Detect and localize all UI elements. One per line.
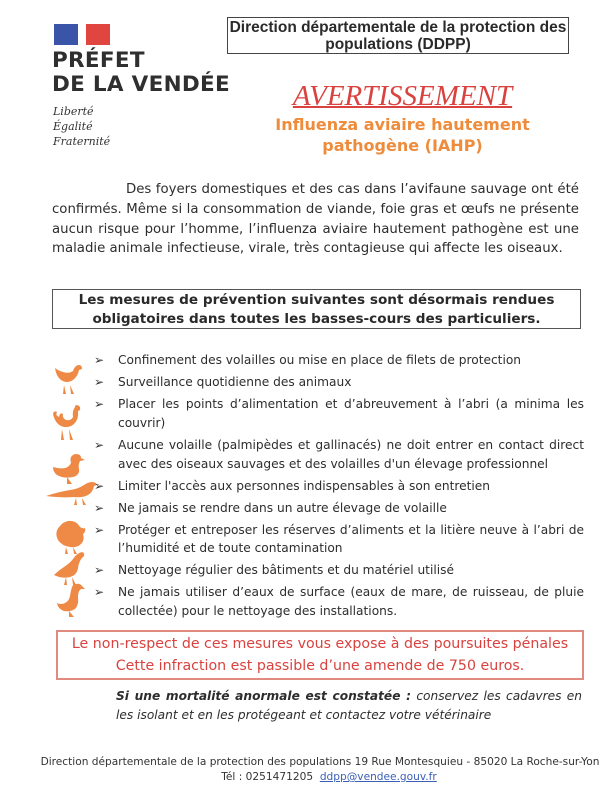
intro-text: Des foyers domestiques et des cas dans l’avifaune sauvage ont été confirmés. Même si la consommation de viande, foie gras et œufs ne présente aucun risque pour l’homme, l’influenza aviaire hautement pathogène est une maladie animale infectieuse, virale, très contagieuse qui affecte les oiseaux. — [52, 182, 579, 257]
motto-fraternite: Fraternité — [53, 135, 111, 148]
motto-liberte: Liberté — [53, 105, 94, 118]
motto-egalite: Égalité — [53, 120, 93, 133]
mortality-text: conservez les cadavres en les isolant et en les protégeant et contactez votre vétérinaire — [116, 689, 582, 722]
guinea-fowl-icon — [52, 550, 88, 586]
measure-text: Nettoyage régulier des bâtiments et du matériel utilisé — [118, 563, 454, 578]
arrowhead-icon: ➢ — [94, 500, 105, 515]
measure-text: Surveillance quotidienne des animaux — [118, 374, 352, 389]
measure-text: Limiter l'accès aux personnes indispensables à son entretien — [118, 478, 491, 493]
marianne-flag-logo — [54, 24, 110, 45]
rooster-icon — [50, 403, 84, 443]
motto — [53, 104, 110, 149]
measures-heading-line2: obligatoires dans toutes les basses-cours des particuliers. — [92, 311, 541, 327]
disease-subtitle — [220, 114, 585, 156]
measure-item — [92, 521, 584, 559]
measures-heading-box — [52, 289, 581, 329]
intro-paragraph — [52, 180, 579, 259]
arrowhead-icon: ➢ — [94, 374, 105, 389]
measure-text: Aucune volaille (palmipèdes et gallinacés) ne doit entrer en contact direct avec des oiseaux sauvages et des volailles d'un élevage professionnel — [118, 437, 584, 471]
measure-text: Confinement des volailles ou mise en place de filets de protection — [118, 353, 522, 367]
disease-subtitle-line1: Influenza aviaire hautement — [275, 115, 530, 134]
arrowhead-icon: ➢ — [94, 563, 105, 578]
mortality-lead: Si une mortalité anormale est constatée : — [116, 689, 412, 703]
prefecture-title-line2: DE LA VENDÉE — [52, 72, 230, 97]
measure-item — [92, 561, 584, 580]
footer-email-link[interactable]: ddpp@vendee.gouv.fr — [319, 771, 437, 783]
measure-text: Ne jamais utiliser d’eaux de surface (eaux de mare, de ruisseau, de pluie collectée) pour le nettoyage des installations. — [118, 585, 584, 619]
footer-contact — [40, 755, 600, 785]
goose-icon — [56, 582, 86, 618]
measure-item — [92, 499, 584, 518]
measures-heading-line1: Les mesures de prévention suivantes sont désormais rendues — [78, 292, 555, 308]
measure-text: Protéger et entreposer les réserves d’aliments et la litière neuve à l’abri de l’humidité et de toute contamination — [118, 522, 584, 556]
measure-text: Ne jamais se rendre dans un autre élevage de volaille — [118, 500, 447, 515]
measure-item — [92, 477, 584, 496]
measure-item — [92, 351, 584, 370]
measure-text: Placer les points d’alimentation et d’abreuvement à l’abri (a minima les couvrir) — [118, 396, 584, 430]
arrowhead-icon: ➢ — [94, 585, 105, 600]
disease-subtitle-line2: pathogène (IAHP) — [322, 136, 483, 155]
penalty-line2: Cette infraction est passible d’une amende de 750 euros. — [115, 657, 525, 674]
arrowhead-icon: ➢ — [94, 478, 105, 493]
measure-item — [92, 583, 584, 621]
pheasant-icon — [44, 480, 98, 506]
footer-address: Direction départementale de la protection des populations 19 Rue Montesquieu - 85020 La Roche-sur-Yon — [40, 756, 600, 768]
hen-icon — [54, 362, 84, 398]
measure-item — [92, 373, 584, 392]
penalty-line1: Le non-respect de ces mesures vous expose à des poursuites pénales — [71, 636, 569, 652]
measure-item — [92, 436, 584, 474]
arrowhead-icon: ➢ — [94, 522, 105, 537]
measure-item — [92, 395, 584, 433]
measures-list — [92, 351, 584, 624]
warning-title: AVERTISSEMENT — [292, 80, 513, 112]
arrowhead-icon: ➢ — [94, 353, 105, 367]
prefecture-title-line1: PRÉFET — [52, 48, 145, 73]
arrowhead-icon: ➢ — [94, 396, 105, 411]
agency-box: Direction départementale de la protection des populations (DDPP) — [227, 17, 569, 54]
mortality-note — [116, 687, 582, 724]
prefecture-title — [52, 49, 230, 97]
footer-phone: Tél : 0251471205 — [221, 771, 314, 783]
penalty-box — [56, 630, 584, 680]
arrowhead-icon: ➢ — [94, 437, 105, 452]
